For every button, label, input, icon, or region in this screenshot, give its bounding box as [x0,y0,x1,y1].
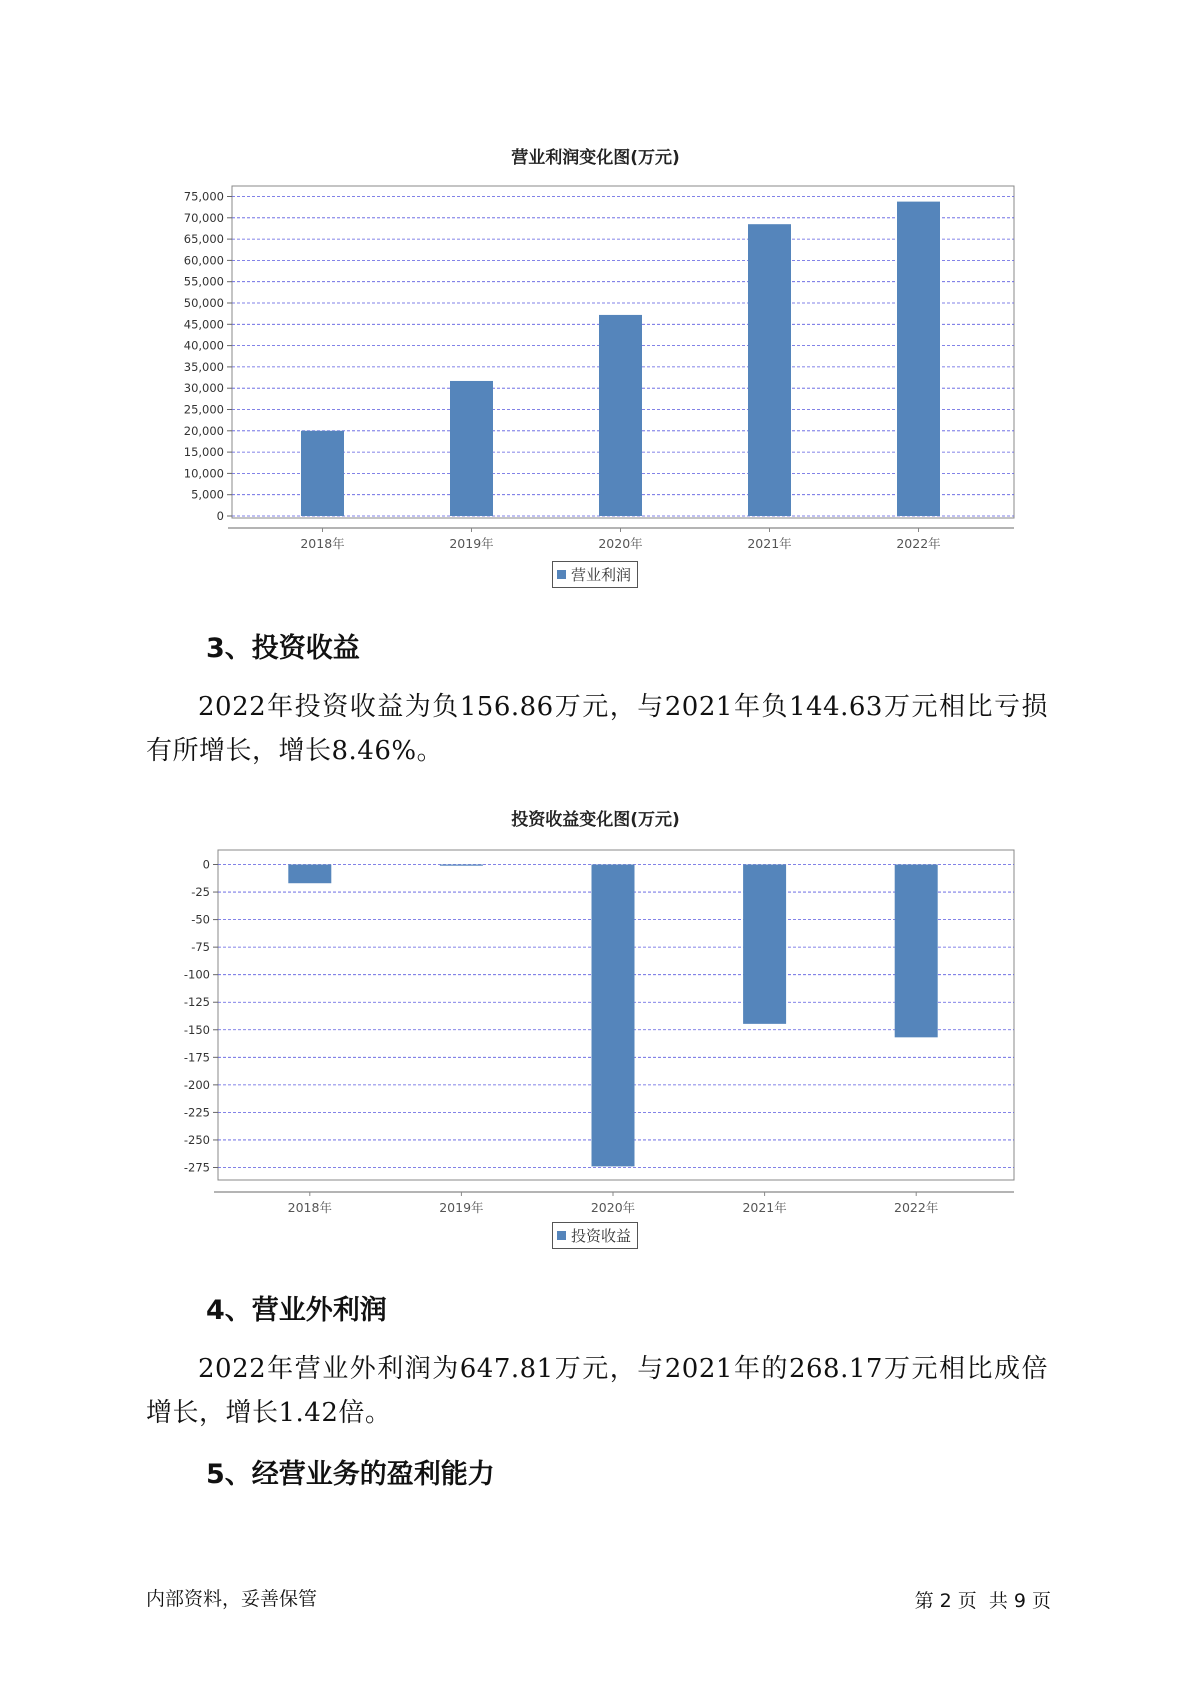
y-tick-label: 55,000 [183,274,224,289]
chart2-legend [552,1222,638,1249]
chart2-legend-label: 投资收益 [571,1227,632,1245]
bar [743,865,786,1024]
y-tick-label: -50 [191,912,210,927]
y-tick-label: -75 [191,940,210,955]
y-tick-label: 15,000 [183,445,224,460]
y-tick-label: 70,000 [183,210,224,225]
x-tick-label: 2021年 [747,536,792,551]
bar [440,865,483,866]
y-tick-label: 75,000 [183,189,224,204]
y-tick-label: -250 [183,1132,210,1147]
x-tick-label: 2022年 [894,1200,939,1215]
y-tick-label: -125 [183,995,210,1010]
section-3-heading: 3、投资收益 [206,633,360,664]
y-tick-label: 0 [216,509,224,523]
chart2-title: 投资收益变化图(万元) [511,810,680,830]
section-3-paragraph: 2022年投资收益为负156.86万元，与2021年负144.63万元相比亏损有所增长，增长8.46%。 [146,692,1048,766]
y-tick-label: 10,000 [183,466,224,481]
y-tick-label: -275 [183,1160,210,1175]
bar [592,865,635,1167]
footer-left: 内部资料，妥善保管 [146,1588,318,1610]
y-tick-label: 0 [202,857,210,872]
y-tick-label: 65,000 [183,232,224,247]
y-tick-label: -225 [183,1105,210,1120]
y-tick-label: -25 [191,885,210,900]
x-tick-label: 2018年 [287,1200,332,1215]
x-tick-label: 2019年 [439,1200,484,1215]
y-tick-label: 20,000 [183,423,224,438]
y-tick-label: 5,000 [191,487,224,502]
x-tick-label: 2020年 [590,1200,636,1215]
y-tick-label: -150 [183,1022,210,1037]
y-tick-label: 45,000 [183,317,224,332]
chart1-title: 营业利润变化图(万元) [511,148,680,168]
y-tick-label: -175 [183,1050,210,1065]
y-tick-label: 50,000 [183,296,224,310]
y-tick-label: 60,000 [183,253,224,268]
section-5-heading: 5、经营业务的盈利能力 [206,1459,495,1490]
section-4-paragraph: 2022年营业外利润为647.81万元，与2021年的268.17万元相比成倍增长，增长1.42倍。 [146,1354,1048,1428]
y-tick-label: 40,000 [183,338,224,353]
legend-swatch [557,1231,566,1240]
bar [288,865,331,884]
bar [895,865,938,1038]
footer-page-number: 第 2 页 共 9 页 [914,1590,1051,1612]
y-tick-label: 25,000 [183,402,224,417]
x-tick-label: 2022年 [896,536,941,551]
y-tick-label: -200 [183,1077,210,1092]
section-4-heading: 4、营业外利润 [206,1295,387,1326]
x-tick-label: 2020年 [598,536,643,551]
x-tick-label: 2019年 [449,536,494,551]
x-tick-label: 2021年 [742,1200,787,1215]
x-tick-label: 2018年 [300,536,345,551]
chart1-legend-label: 营业利润 [571,566,632,584]
y-tick-label: 30,000 [183,381,224,396]
y-tick-label: -100 [183,967,210,982]
y-tick-label: 35,000 [183,359,224,374]
